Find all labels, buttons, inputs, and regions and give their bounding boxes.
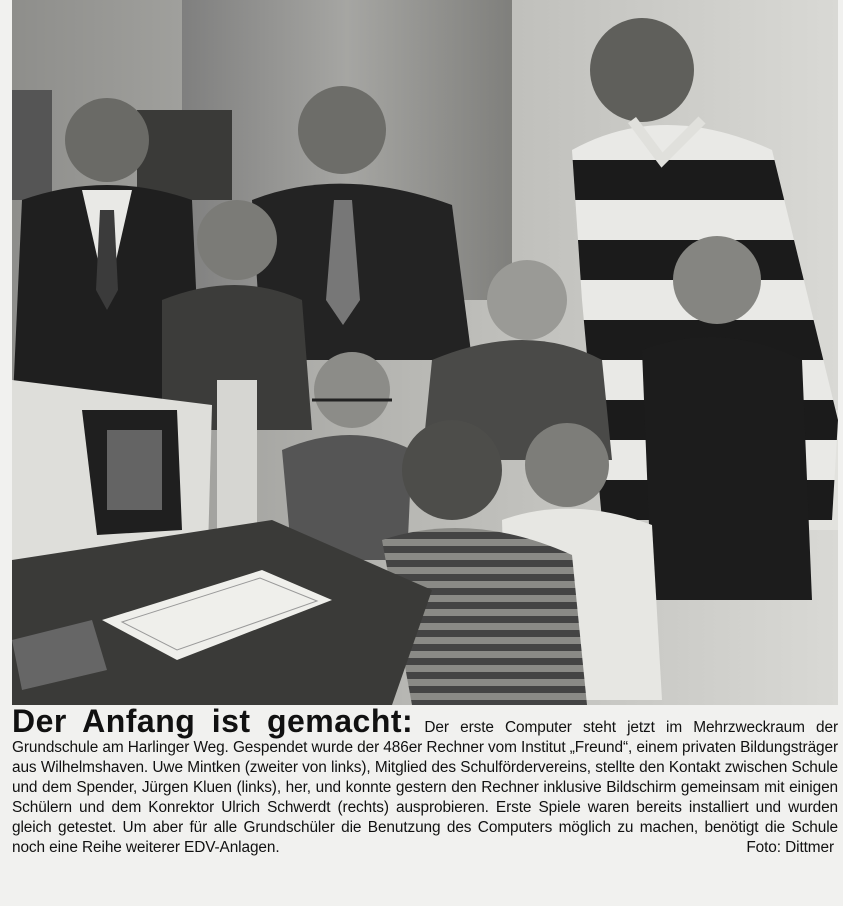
photo-credit: Foto: Dittmer xyxy=(746,839,834,856)
news-photo xyxy=(12,0,838,705)
caption-headline: Der Anfang ist gemacht: xyxy=(12,703,414,739)
photo-illustration xyxy=(12,0,838,705)
caption-body: Der erste Computer steht jetzt im Mehrzweckraum der Grundschule am Harlinger Weg. Gespendet wurde der 486er Rechner vom Institut „Freund“, einem privaten Bildungsträger aus Wilhelmshaven. Uwe Mintken (zweiter von links), Mitglied des Schulfördervereins, stellte den Kontakt zwischen Schule und dem Spender, Jürgen Kluen (links), her, und konnte gestern den Rechner inklusive Bildschirm gemeinsam mit einigen Schülern und dem Konrektor Ulrich Schwerdt (rechts) ausprobieren. Erste Spiele waren bereits installiert und wurden gleich getestet. Um aber für alle Grundschüler die Benutzung des Computers möglich zu machen, benötigt die Schule noch eine Reihe weiterer EDV-Anlagen. xyxy=(12,719,838,856)
photo-caption xyxy=(12,703,838,858)
